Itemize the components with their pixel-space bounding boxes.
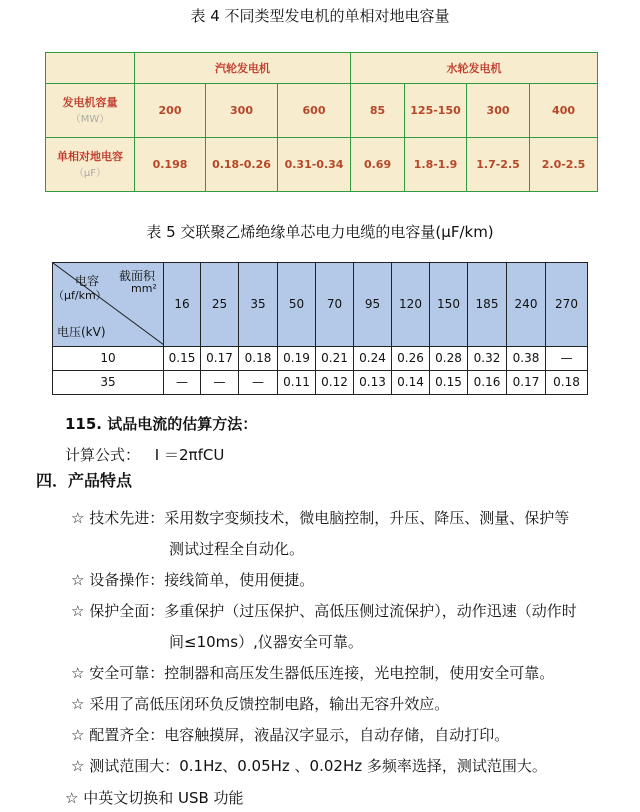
corner-capacitance-unit: （μf/km）: [53, 289, 107, 302]
capacity-cell: 300: [467, 84, 530, 138]
product-features-heading: 四．产品特点: [36, 471, 133, 490]
value-cell: 0.16: [468, 370, 507, 394]
capacitance-cell: 1.7-2.5: [467, 138, 530, 192]
corner-section-label: 截面积: [119, 269, 156, 283]
capacitance-label: 单相对地电容: [57, 149, 123, 163]
capacity-label: 发电机容量: [62, 95, 118, 109]
table5-title: 表 5 交联聚乙烯绝缘单芯电力电缆的电容量(μF/km): [146, 223, 494, 241]
capacitance-cell: 1.8-1.9: [405, 138, 467, 192]
value-cell: —: [164, 370, 201, 394]
section-115-heading: 115. 试品电流的估算方法：: [65, 415, 258, 433]
feature-item: ☆ 中英文切换和 USB 功能: [65, 789, 244, 807]
value-cell: 0.12: [316, 370, 354, 394]
value-cell: —: [546, 346, 588, 370]
turbo-generator-header: 汽轮发电机: [135, 53, 351, 84]
feature-item: ☆ 设备操作：接线简单，使用便捷。: [71, 571, 315, 589]
voltage-cell: 35: [53, 370, 164, 394]
value-cell: 0.38: [507, 346, 546, 370]
cable-capacitance-table: [52, 262, 587, 395]
table4-header-empty: [46, 53, 135, 84]
value-cell: —: [239, 370, 278, 394]
value-cell: 0.26: [392, 346, 430, 370]
capacitance-cell: 0.198: [135, 138, 206, 192]
capacity-cell: 400: [530, 84, 598, 138]
voltage-cell: 10: [53, 346, 164, 370]
value-cell: 0.15: [164, 346, 201, 370]
formula-line: [65, 444, 224, 465]
feature-item-continuation: 间≤10ms）,仪器安全可靠。: [169, 633, 363, 651]
capacity-cell: 85: [351, 84, 405, 138]
corner-capacitance-label: 电容: [75, 274, 100, 288]
section-header: 70: [316, 263, 354, 347]
section-header: 240: [507, 263, 546, 347]
value-cell: —: [201, 370, 239, 394]
feature-item: ☆ 保护全面：多重保护（过压保护、高低压侧过流保护），动作迅速（动作时: [71, 602, 577, 620]
formula: I ＝2πfCU: [154, 446, 225, 464]
value-cell: 0.15: [430, 370, 468, 394]
hydro-generator-header: 水轮发电机: [351, 53, 598, 84]
capacitance-cell: 0.18-0.26: [206, 138, 278, 192]
value-cell: 0.21: [316, 346, 354, 370]
table4-title: 表 4 不同类型发电机的单相对地电容量: [190, 7, 450, 25]
value-cell: 0.19: [278, 346, 316, 370]
section-header: 50: [278, 263, 316, 347]
capacitance-unit: （μF）: [73, 167, 107, 179]
value-cell: 0.18: [546, 370, 588, 394]
capacity-cell: 300: [206, 84, 278, 138]
value-cell: 0.11: [278, 370, 316, 394]
feature-item: ☆ 配置齐全：电容触摸屏，液晶汉字显示，自动存储，自动打印。: [71, 726, 510, 744]
section-header: 25: [201, 263, 239, 347]
section-header: 35: [239, 263, 278, 347]
feature-item: ☆ 技术先进：采用数字变频技术，微电脑控制，升压、降压、测量、保护等: [71, 509, 570, 527]
capacity-cell: 200: [135, 84, 206, 138]
section-header: 16: [164, 263, 201, 347]
section-header: 95: [354, 263, 392, 347]
value-cell: 0.13: [354, 370, 392, 394]
feature-item: ☆ 安全可靠：控制器和高压发生器低压连接，光电控制，使用安全可靠。: [71, 664, 555, 682]
corner-voltage-label: 电压(kV): [57, 325, 106, 339]
capacity-row-label: [46, 84, 135, 138]
capacitance-cell: 0.69: [351, 138, 405, 192]
capacitance-row-label: [46, 138, 135, 192]
capacity-unit: （MW）: [70, 113, 110, 125]
section-header: 150: [430, 263, 468, 347]
value-cell: 0.18: [239, 346, 278, 370]
capacity-cell: 125-150: [405, 84, 467, 138]
capacitance-cell: 0.31-0.34: [278, 138, 351, 192]
value-cell: 0.17: [201, 346, 239, 370]
table5-corner-cell: [53, 263, 164, 347]
value-cell: 0.17: [507, 370, 546, 394]
feature-item: ☆ 测试范围大：0.1Hz、0.05Hz 、0.02Hz 多频率选择，测试范围大。: [71, 757, 547, 775]
value-cell: 0.14: [392, 370, 430, 394]
section-header: 185: [468, 263, 507, 347]
table-row: [53, 370, 588, 394]
capacitance-cell: 2.0-2.5: [530, 138, 598, 192]
value-cell: 0.28: [430, 346, 468, 370]
section-header: 270: [546, 263, 588, 347]
value-cell: 0.24: [354, 346, 392, 370]
feature-item-continuation: 测试过程全自动化。: [169, 540, 305, 558]
section-header: 120: [392, 263, 430, 347]
value-cell: 0.32: [468, 346, 507, 370]
table-row: [53, 346, 588, 370]
generator-capacitance-table: [45, 52, 597, 191]
capacity-cell: 600: [278, 84, 351, 138]
corner-section-unit: mm²: [131, 282, 157, 295]
feature-item: ☆ 采用了高低压闭环负反馈控制电路，输出无容升效应。: [71, 695, 450, 713]
formula-label: 计算公式：: [65, 446, 141, 464]
